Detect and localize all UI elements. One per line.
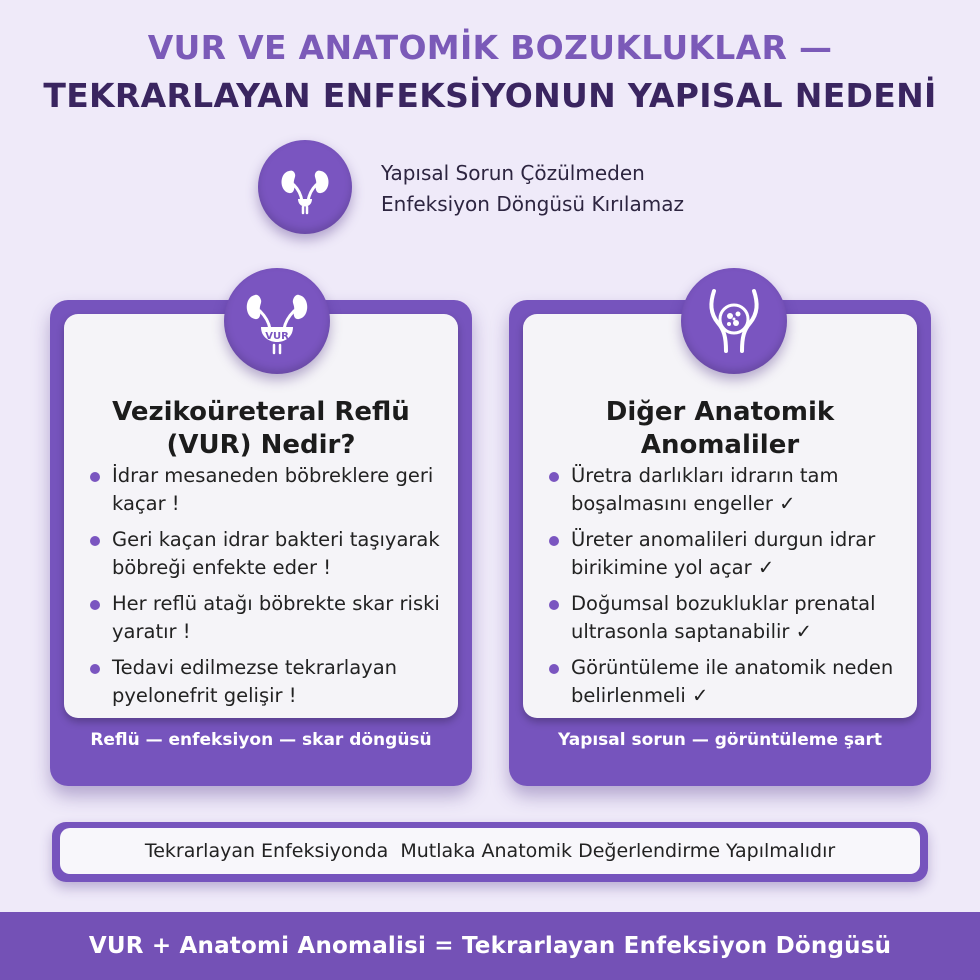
footer-formula: VUR + Anatomi Anomalisi = Tekrarlayan Enfeksiyon Döngüsü	[0, 912, 980, 980]
vur-icon-label: VUR	[265, 331, 289, 342]
anomalies-card-title-line-1: Diğer Anatomik	[605, 397, 835, 427]
recommendation-text: Tekrarlayan Enfeksiyonda Mutlaka Anatomik Değerlendirme Yapılmalıdır	[60, 828, 920, 874]
vur-bullet-list	[88, 462, 452, 718]
kidneys-icon	[258, 140, 352, 234]
vur-card-footer: Reflü — enfeksiyon — skar döngüsü	[90, 730, 432, 750]
vur-card	[50, 300, 472, 786]
recommendation-banner	[52, 822, 928, 882]
vur-card-title-line-2: (VUR) Nedir?	[166, 430, 356, 460]
list-item: Tedavi edilmezse tekrarlayan pyelonefrit gelişir !	[88, 654, 452, 710]
vur-card-title-line-1: Vezikoüreteral Reflü	[112, 397, 410, 427]
anomalies-card-title-line-2: Anomaliler	[640, 430, 800, 460]
vur-card-body	[64, 314, 458, 718]
title-line-1: VUR VE ANATOMİK BOZUKLUKLAR —	[147, 28, 833, 67]
list-item: İdrar mesaneden böbreklere geri kaçar !	[88, 462, 452, 518]
hero-text	[381, 158, 684, 220]
list-item: Görüntüleme ile anatomik neden belirlenmeli ✓	[547, 654, 911, 710]
list-item: Doğumsal bozukluklar prenatal ultrasonla saptanabilir ✓	[547, 590, 911, 646]
vur-card-title	[64, 396, 458, 462]
hero-line-1: Yapısal Sorun Çözülmeden	[381, 161, 645, 185]
anomalies-card-body	[523, 314, 917, 718]
urinary-tract-icon	[224, 268, 330, 374]
list-item: Her reflü atağı böbrekte skar riski yaratır !	[88, 590, 452, 646]
title-line-2: TEKRARLAYAN ENFEKSİYONUN YAPISAL NEDENİ	[43, 76, 937, 115]
anomalies-card-footer: Yapısal sorun — görüntüleme şart	[557, 730, 883, 750]
anomalies-bullet-list	[547, 462, 911, 718]
anomalies-card	[509, 300, 931, 786]
hero-line-2: Enfeksiyon Döngüsü Kırılamaz	[381, 192, 684, 216]
list-item: Üretra darlıkları idrarın tam boşalmasını engeller ✓	[547, 462, 911, 518]
list-item: Geri kaçan idrar bakteri taşıyarak böbreği enfekte eder !	[88, 526, 452, 582]
bladder-anomaly-icon	[681, 268, 787, 374]
anomalies-card-title	[523, 396, 917, 462]
list-item: Üreter anomalileri durgun idrar birikimine yol açar ✓	[547, 526, 911, 582]
